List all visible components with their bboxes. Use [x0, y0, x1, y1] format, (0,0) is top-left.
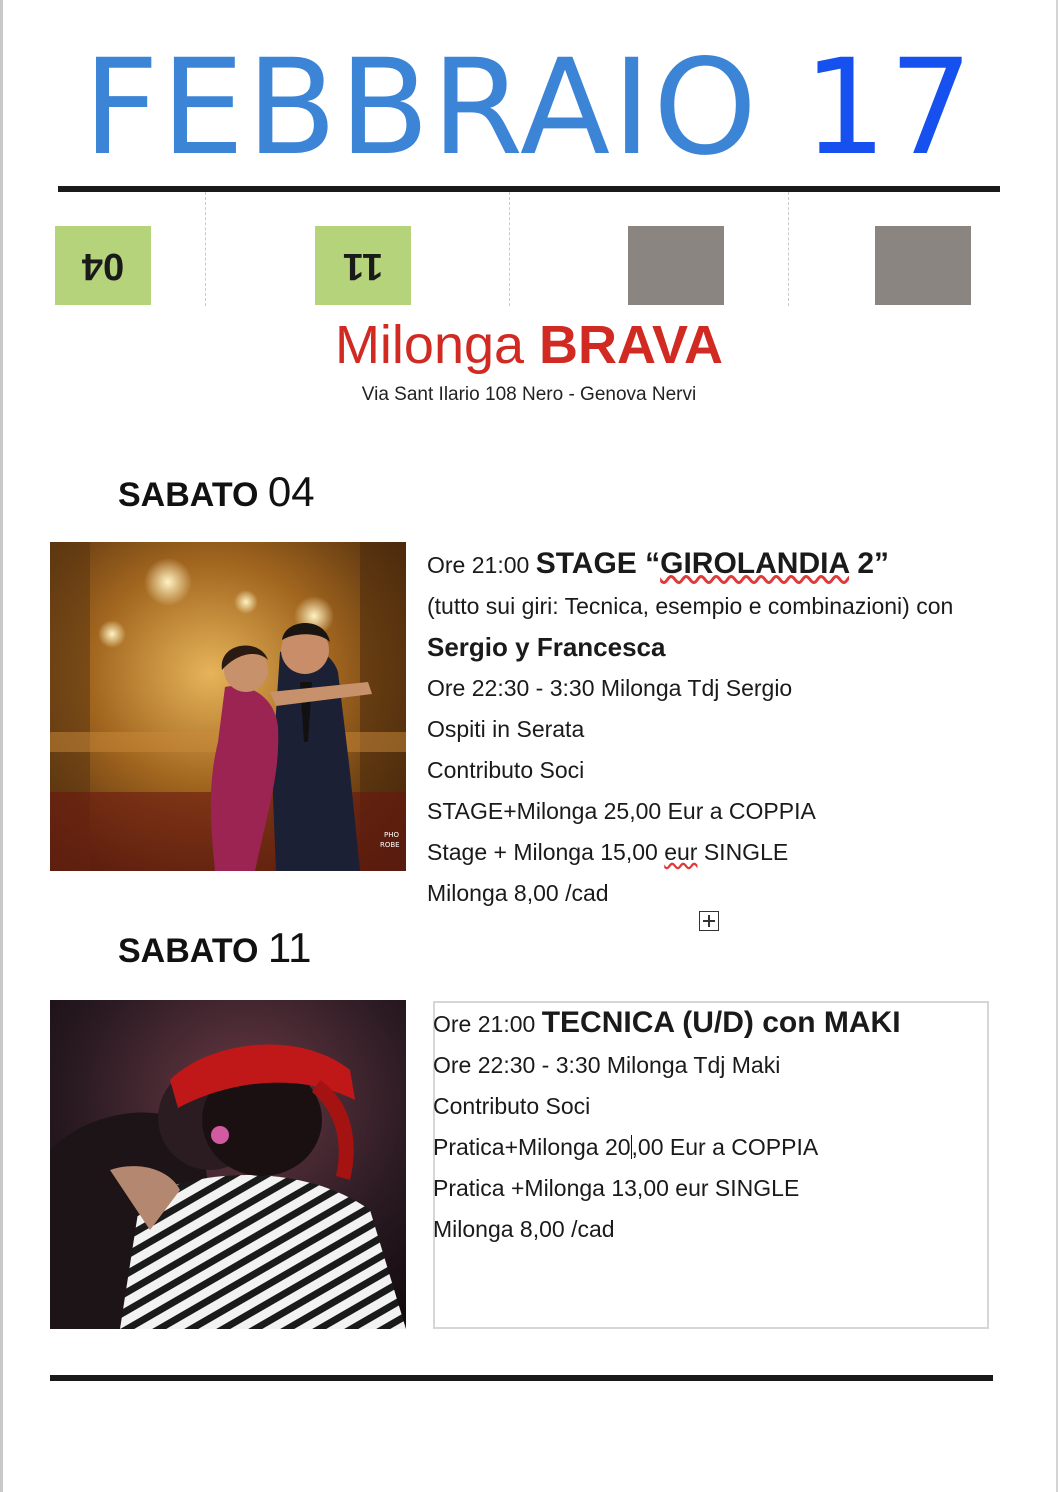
event-teachers-text: Sergio y Francesca: [427, 632, 666, 662]
event-price-single: [427, 832, 953, 873]
event-1-stage-line: [427, 543, 953, 586]
price-couple-a: Pratica+Milonga 20: [433, 1134, 631, 1160]
page-title: [0, 31, 1058, 185]
venue-name-part2: BRAVA: [539, 315, 724, 375]
day-box-04: [55, 226, 151, 305]
event-title-c: 2”: [849, 547, 890, 580]
page-edge-left: [0, 0, 3, 1492]
column-divider: [509, 192, 510, 306]
event-day-number: 04: [267, 468, 315, 515]
column-divider: [205, 192, 206, 306]
day-box-11: [315, 226, 411, 305]
day-box-empty: [875, 226, 971, 305]
event-day-label: SABATO: [118, 476, 268, 514]
event-contribution-label: Contributo Soci: [427, 757, 585, 783]
svg-text:ROBE: ROBE: [380, 841, 400, 849]
event-price-milonga: Milonga 8,00 /cad: [433, 1216, 615, 1242]
price-single-c: SINGLE: [697, 839, 789, 865]
day-box-empty: [628, 226, 724, 305]
event-title-a: STAGE “: [535, 547, 661, 580]
event-milonga-time: Ore 22:30 - 3:30 Milonga Tdj Sergio: [427, 675, 793, 701]
price-single-b: eur: [664, 839, 698, 865]
top-divider: [58, 186, 1000, 192]
svg-text:PHO: PHO: [384, 831, 399, 839]
event-description: (tutto sui giri: Tecnica, esempio e combinazioni) con: [427, 593, 954, 619]
price-couple-b: ,00 Eur a COPPIA: [631, 1134, 819, 1160]
event-price-single: Pratica +Milonga 13,00 eur SINGLE: [433, 1175, 800, 1201]
table-move-handle-icon[interactable]: [699, 911, 719, 931]
event-time: Ore 21:00: [433, 1011, 542, 1037]
event-1-photo: [50, 542, 406, 871]
event-title-b: GIROLANDIA: [660, 547, 850, 580]
event-price-couple: STAGE+Milonga 25,00 Eur a COPPIA: [427, 798, 816, 824]
event-1-info: [427, 543, 953, 914]
event-teachers: [427, 627, 953, 668]
event-milonga-time: Ore 22:30 - 3:30 Milonga Tdj Maki: [433, 1052, 781, 1078]
venue-name: [0, 314, 1058, 376]
bottom-divider: [50, 1375, 993, 1381]
day-box-number: 04: [81, 245, 125, 287]
event-price-milonga: Milonga 8,00 /cad: [427, 880, 609, 906]
venue-name-part1: Milonga: [334, 315, 540, 375]
event-time: Ore 21:00: [427, 552, 536, 578]
price-single-a: Stage + Milonga 15,00: [427, 839, 665, 865]
event-contribution-label: Contributo Soci: [433, 1093, 591, 1119]
event-title: TECNICA (U/D) con MAKI: [541, 1006, 901, 1039]
day-box-number: 11: [342, 245, 384, 287]
event-day-label: SABATO: [118, 932, 268, 970]
event-price-couple: [433, 1127, 901, 1168]
event-guests: Ospiti in Serata: [427, 716, 585, 742]
event-2-photo: [50, 1000, 406, 1329]
title-month: FEBBRAIO: [83, 31, 759, 185]
event-2-title-line: [433, 1002, 901, 1045]
venue-address: Via Sant Ilario 108 Nero - Genova Nervi: [361, 384, 697, 405]
column-divider: [788, 192, 789, 306]
event-2-info: [433, 1002, 901, 1250]
title-year: 17: [802, 31, 975, 185]
event-day-number: 11: [267, 924, 312, 971]
event-1-heading: [118, 468, 315, 515]
event-2-heading: [118, 924, 312, 971]
